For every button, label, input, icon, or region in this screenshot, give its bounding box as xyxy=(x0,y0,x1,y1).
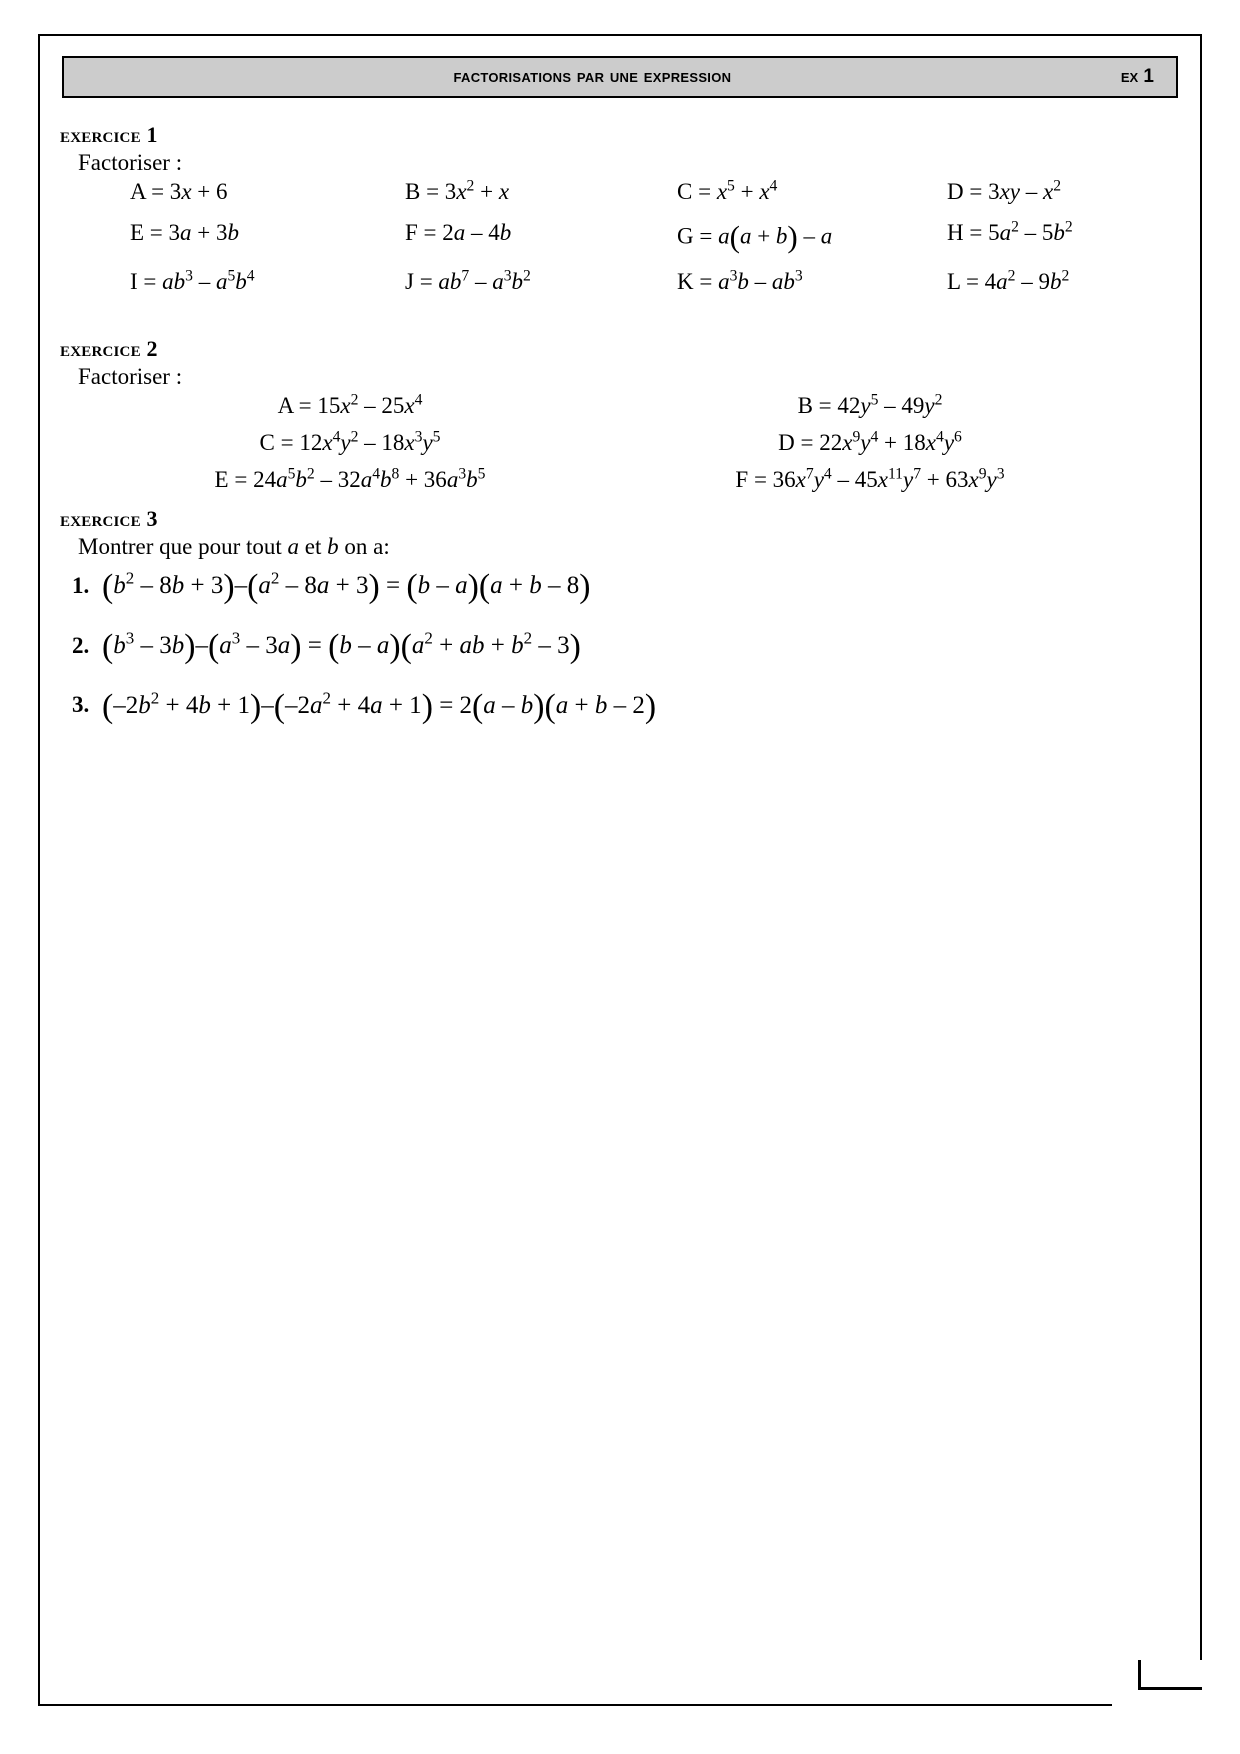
expression-item: E = 3a + 3b xyxy=(130,220,240,245)
notch-horizontal-line xyxy=(1138,1687,1202,1690)
exercise-1-expression-grid xyxy=(130,177,1180,295)
expression-item: $L = 4a^2 - 9b^2$ xyxy=(947,267,1070,295)
equation-number: 2. xyxy=(72,632,90,658)
expression-item: $I = ab^3 - a^5b^4$ xyxy=(130,267,255,295)
equation-expression: $(b^3 - 3b)-(a^3 - 3a) = (b - a)(a^2$ + ab + $b^2 - 3$) xyxy=(102,627,581,665)
worksheet-header-bar xyxy=(62,56,1178,98)
equation-number: 1. xyxy=(72,572,90,598)
expression-item: $H = 5a^2 - 5b^2$ xyxy=(947,218,1073,245)
exercise-3-block xyxy=(60,506,1180,749)
exercise-2-instruction: Factoriser : xyxy=(78,364,183,389)
equation-row xyxy=(72,687,1180,725)
exercise-1-instruction: Factoriser : xyxy=(78,150,183,175)
expression-item: $A = 15x^2 - 25x^4$ xyxy=(277,391,423,418)
expression-item: $E = 24a^5b^2 - 32a^4b^8 + 36a^3b^5$ xyxy=(214,465,486,492)
exercise-3-equation-list xyxy=(72,570,1180,723)
exercise-2-block xyxy=(60,336,1180,491)
expression-item: A = 3x + 6 xyxy=(130,179,228,204)
expression-item: $D = 22x^9y^4 + 18x^4y^6$ xyxy=(778,428,962,455)
expression-item: G = a(a + b) – a xyxy=(677,219,833,254)
exercise-2-expression-grid xyxy=(90,391,1180,492)
equation-row xyxy=(72,627,1180,665)
equation-number: 3. xyxy=(72,692,90,718)
expression-item: $B = 42y^5 - 49y^2$ xyxy=(797,391,943,418)
equation-expression: $(b^2 - 8b + 3)-(a^2 - 8a + 3) = (b - a)(a + b - 8)$ xyxy=(102,568,591,605)
expression-item: $K = a^3b - ab^3$ xyxy=(677,267,803,295)
notch-vertical-line xyxy=(1138,1660,1141,1690)
exercise-1-block xyxy=(60,122,1180,293)
equation-row xyxy=(72,570,1180,604)
expression-item: $F = 36x^7y^4 - 45x^{11}y^7 + 63x^9y^3$ xyxy=(735,465,1005,492)
expression-item: $C = x^5 + x^4$ xyxy=(677,177,778,204)
exercise-sheet-number: ex 1 xyxy=(1120,66,1154,87)
expression-item: $C = 12x^4y^2 - 18x^3y^5$ xyxy=(259,428,441,455)
expression-item: $B = 3x^2 + x$ xyxy=(405,177,510,204)
exercise-3-instruction: Montrer que pour tout a et b on a: xyxy=(78,534,390,559)
equation-expression: $(-2b^2 + 4b + 1)-(-2a^2 + 4a + 1) = 2(a - b)(a + b - 2)$ xyxy=(102,687,657,725)
exercise-1-title: exercice 1 xyxy=(60,122,158,147)
notch-mask-bottom xyxy=(1112,1690,1202,1706)
notch-mask-right xyxy=(1198,1660,1202,1690)
page-corner-notch xyxy=(1112,1660,1202,1706)
worksheet-title: factorisations par une expression xyxy=(453,66,732,87)
expression-item: $D = 3xy - x^2$ xyxy=(947,177,1062,204)
exercise-3-title: exercice 3 xyxy=(60,506,158,531)
expression-item: F = 2a – 4b xyxy=(405,220,512,245)
exercise-2-title: exercice 2 xyxy=(60,336,158,361)
worksheet-page xyxy=(38,34,1202,1706)
expression-item: $J = ab^7 - a^3b^2$ xyxy=(405,267,531,295)
